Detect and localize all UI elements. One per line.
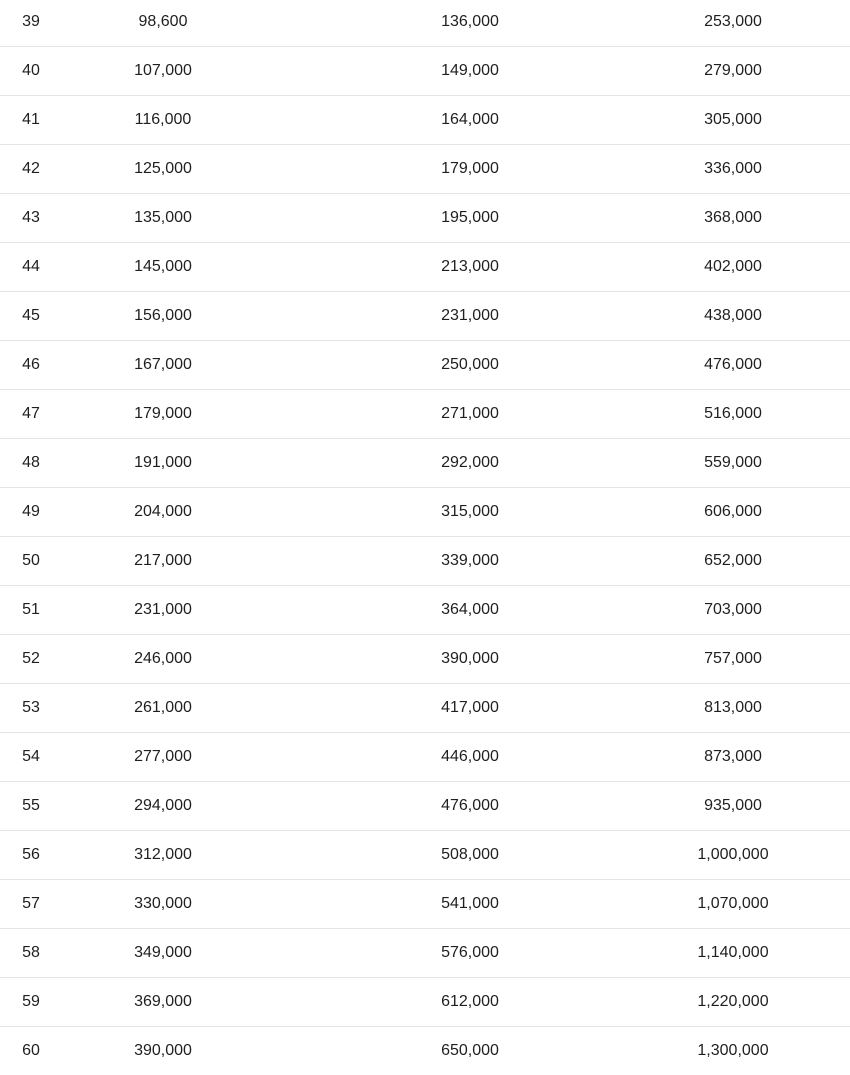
value-cell-1: 145,000: [62, 243, 340, 292]
value-cell-1: 349,000: [62, 929, 340, 978]
value-cell-3: 279,000: [598, 47, 850, 96]
value-cell-1: 277,000: [62, 733, 340, 782]
value-cell-3: 1,220,000: [598, 978, 850, 1027]
level-cell: 53: [0, 684, 62, 733]
level-cell: 42: [0, 145, 62, 194]
value-cell-3: 1,070,000: [598, 880, 850, 929]
table-row: [0, 831, 850, 880]
value-cell-1: 246,000: [62, 635, 340, 684]
level-cell: 43: [0, 194, 62, 243]
value-cell-3: 368,000: [598, 194, 850, 243]
level-cell: 58: [0, 929, 62, 978]
value-cell-1: 217,000: [62, 537, 340, 586]
value-cell-1: 390,000: [62, 1027, 340, 1075]
value-cell-3: 757,000: [598, 635, 850, 684]
level-cell: 44: [0, 243, 62, 292]
table-row: [0, 586, 850, 635]
level-cell: 54: [0, 733, 62, 782]
table-row: [0, 194, 850, 243]
level-cell: 52: [0, 635, 62, 684]
value-cell-2: 195,000: [340, 194, 598, 243]
table-row: [0, 390, 850, 439]
value-cell-3: 935,000: [598, 782, 850, 831]
value-cell-2: 541,000: [340, 880, 598, 929]
value-cell-3: 336,000: [598, 145, 850, 194]
value-cell-1: 312,000: [62, 831, 340, 880]
value-cell-1: 156,000: [62, 292, 340, 341]
value-cell-2: 271,000: [340, 390, 598, 439]
value-cell-1: 107,000: [62, 47, 340, 96]
value-cell-3: 1,300,000: [598, 1027, 850, 1075]
value-cell-2: 508,000: [340, 831, 598, 880]
value-cell-2: 250,000: [340, 341, 598, 390]
table-row: [0, 439, 850, 488]
table-row: [0, 537, 850, 586]
level-cell: 48: [0, 439, 62, 488]
value-cell-2: 364,000: [340, 586, 598, 635]
value-cell-2: 315,000: [340, 488, 598, 537]
value-cell-3: 813,000: [598, 684, 850, 733]
value-cell-2: 476,000: [340, 782, 598, 831]
table-row: [0, 1027, 850, 1075]
value-cell-2: 417,000: [340, 684, 598, 733]
table-row: [0, 880, 850, 929]
table-row: [0, 488, 850, 537]
value-cell-3: 305,000: [598, 96, 850, 145]
value-cell-3: 402,000: [598, 243, 850, 292]
value-cell-3: 253,000: [598, 0, 850, 47]
table-row: [0, 96, 850, 145]
value-cell-1: 191,000: [62, 439, 340, 488]
value-cell-3: 516,000: [598, 390, 850, 439]
value-cell-2: 231,000: [340, 292, 598, 341]
value-cell-2: 292,000: [340, 439, 598, 488]
level-cell: 57: [0, 880, 62, 929]
value-cell-2: 339,000: [340, 537, 598, 586]
value-cell-3: 606,000: [598, 488, 850, 537]
value-cell-1: 294,000: [62, 782, 340, 831]
table-row: [0, 243, 850, 292]
level-cell: 41: [0, 96, 62, 145]
value-cell-2: 576,000: [340, 929, 598, 978]
table-row: [0, 929, 850, 978]
value-cell-2: 390,000: [340, 635, 598, 684]
value-cell-2: 164,000: [340, 96, 598, 145]
table-row: [0, 782, 850, 831]
table-row: [0, 978, 850, 1027]
table-row: [0, 733, 850, 782]
value-cell-1: 98,600: [62, 0, 340, 47]
value-cell-3: 652,000: [598, 537, 850, 586]
value-cell-3: 703,000: [598, 586, 850, 635]
level-cell: 60: [0, 1027, 62, 1075]
table-row: [0, 341, 850, 390]
level-cell: 59: [0, 978, 62, 1027]
table-row: [0, 145, 850, 194]
value-cell-3: 476,000: [598, 341, 850, 390]
value-cell-3: 559,000: [598, 439, 850, 488]
level-cell: 56: [0, 831, 62, 880]
level-cell: 55: [0, 782, 62, 831]
value-cell-1: 330,000: [62, 880, 340, 929]
value-cell-3: 1,000,000: [598, 831, 850, 880]
value-cell-1: 116,000: [62, 96, 340, 145]
value-cell-2: 213,000: [340, 243, 598, 292]
level-cell: 49: [0, 488, 62, 537]
value-cell-2: 136,000: [340, 0, 598, 47]
value-cell-3: 1,140,000: [598, 929, 850, 978]
value-cell-1: 369,000: [62, 978, 340, 1027]
value-cell-1: 261,000: [62, 684, 340, 733]
level-cell: 51: [0, 586, 62, 635]
table-row: [0, 47, 850, 96]
value-cell-2: 446,000: [340, 733, 598, 782]
value-cell-2: 149,000: [340, 47, 598, 96]
level-cell: 47: [0, 390, 62, 439]
level-cell: 45: [0, 292, 62, 341]
value-cell-2: 179,000: [340, 145, 598, 194]
level-cell: 50: [0, 537, 62, 586]
value-cell-1: 179,000: [62, 390, 340, 439]
value-cell-1: 125,000: [62, 145, 340, 194]
value-cell-1: 231,000: [62, 586, 340, 635]
table-row: [0, 684, 850, 733]
value-cell-1: 204,000: [62, 488, 340, 537]
table-row: [0, 0, 850, 47]
value-cell-3: 438,000: [598, 292, 850, 341]
value-cell-1: 167,000: [62, 341, 340, 390]
value-cell-1: 135,000: [62, 194, 340, 243]
level-cell: 46: [0, 341, 62, 390]
table-row: [0, 635, 850, 684]
value-cell-3: 873,000: [598, 733, 850, 782]
value-cell-2: 612,000: [340, 978, 598, 1027]
table-row: [0, 292, 850, 341]
value-cell-2: 650,000: [340, 1027, 598, 1075]
level-cell: 39: [0, 0, 62, 47]
level-cell: 40: [0, 47, 62, 96]
